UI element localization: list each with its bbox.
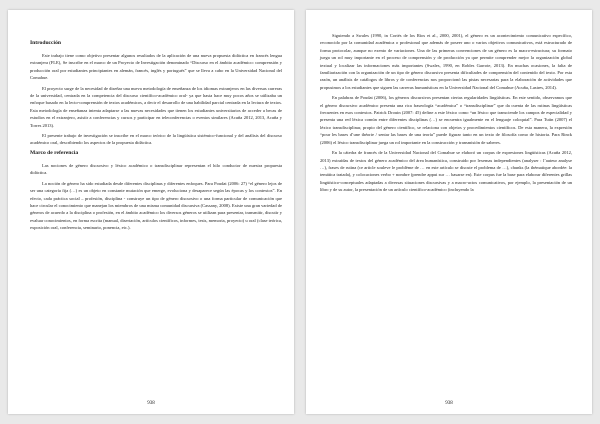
section-heading-marco: Marco de referencia xyxy=(30,149,79,156)
section-heading-introduccion: Introducción xyxy=(30,40,61,46)
page-number: 938 xyxy=(147,401,155,406)
body-paragraph: Siguiendo a Swales (1990, in Cortés de los Ríos et al., 2000, 2001), el género es un acontecimiento comunicativo específico, reconocido por la comunidad académica o profesional que además de poseer uno o varios objetivos comunicativos, está estructurado de forma protocolar, aunque no exento de variaciones. Una de las primeras convenciones de un género es la macro-estructura; su formato juega un rol muy importante en el proceso de comprensión y de producción ya que permite comprender mejor la organización global textual y localizar las informaciones más importantes (Swales, 1990, en Robles Garrote, 2013). En muchas ocasiones, la falta de familiarización con la organización de un tipo de género discursivo presenta dificultades de comprensión del contenido del texto. Por esta razón, un análisis de catálogos de libros y de conferencias nos proporcionó las pistas necesarias para la elaboración de actividades que propusimos a los estudiantes que siguen las carreras humanísticas en la Universidad Nacional del Comahue (Acuña, Lastres, 2014). xyxy=(320,33,572,90)
body-paragraph: El presente trabajo de investigación se inscribe en el marco teórico de la lingüística sistémico-funcional y del análisis del discurso académico oral, describiendo los aspectos de la propuesta didáctica. xyxy=(30,133,282,146)
body-paragraph: Este trabajo tiene como objetivo presentar algunos resultados de la aplicación de una nueva propuesta didáctica en francés lengua extranjera (FLE), Se inscribe en el marco de un Proyecto de Investigación denominado “Discurso en el ámbito académico: comprensión y producción oral por estudiantes principiantes en alemán, francés, inglés y portugués” que se lleva a cabo en la Universidad Nacional del Comahue. xyxy=(30,53,282,81)
body-paragraph: El proyecto surge de la necesidad de diseñar una nueva metodología de enseñanza de los idiomas extranjeros en las diversas carreras de la universidad, centrada en la competencia del discurso científico-académico oral- ya que hasta hace muy pocos años se utilizaba un enfoque basado en la lecto-comprensión de textos académicos, a decir el desarrollo de una habilidad parcial centrada en la lectura de textos. Esta metodología de enseñanza intenta adaptarse a las nuevas necesidades que tienen los estudiantes universitarios de acceder a becas de estudios en el extranjero, asistir a conferencias y cursos y participar en teleconferencias o eventos similares (Acuña 2012, 2013, Acuña y Torres 2013). xyxy=(30,85,282,128)
left-page xyxy=(8,10,294,414)
right-page-content xyxy=(320,32,572,197)
right-page xyxy=(306,10,592,414)
body-paragraph: Las nociones de género discursivo y léxico académico o transdisciplinar representan el hilo conductor de nuestra propuesta didáctica. xyxy=(30,162,282,176)
page-number: 938 xyxy=(445,401,453,406)
body-paragraph: En palabras de Poudat (2006), los géneros discursivos presentan ciertas regularidades lingüísticas. En este sentido, observamos que el género discursivo académico presenta una rica fraseología “académica” o “transdisciplinar” que da cuenta de las rutinas lingüísticas frecuentes en esos contextos. Patrick Drouin (2007: 45) define a este léxico como “un léxico que transciende los campos de especialidad y presenta una red léxica común entre diferentes disciplinas (…) se encuentra igualmente en el lenguaje coloquial”. Para Tutin (2007) el léxico transdisciplinar, propio del género científico, se relaciona con objetos y procedimientos científicos. De esta manera, la expresión “pour les bases d’une théorie / sentar las bases de una teoría” puede figurar tanto en un texto de filosofía como de historia. Para Rinck (2006) el léxico transdisciplinar juega un rol importante en la construcción y transmisión de saberes. xyxy=(320,95,572,145)
body-paragraph: La noción de género ha sido estudiada desde diferentes disciplinas y diferentes enfoques. Para Poudat (2006: 27) “el género lejos de ser una categoría fija (…) es un objeto en constante mutación que emerge, evoluciona y desaparece según las épocas y los contextos”. En efecto, cada práctica social – profesión, disciplina - construye un tipo de género discursivo o una forma particular de comunicación que hace circular el conocimiento que manejan los miembros de una misma comunidad discursiva (Cassany, 2008). Existe una gran variedad de géneros de acuerdo a la disciplina o profesión, en el ámbito académico los diversos géneros se utilizan para presentar, transmitir, discutir y evaluar conocimientos, en forma escrita (manual, disertación, artículos científicos, informes, tesis, memoria, proyecto) u oral (clase teórica, exposición oral, conferencia, seminario, ponencia, etc.). xyxy=(30,180,282,231)
left-page-content xyxy=(30,40,282,235)
body-paragraph: En la cátedra de francés de la Universidad Nacional del Comahue se elaboró un corpus de expresiones lingüísticas (Acuña 2012, 2013) extraídas de textos del género académico del área humanística, construido por lexemas independientes (analyser : l’auteur analyse …), frases de rutina (ce article souleve le problème de … en este artículo se discute el problema de …), chunks (la thématique abordée: la temática tratada), y colocaciones verbo + nombre (prendre appui sur … basarse en). Este corpus fue la base para elaborar diferentes grillas lingüístico-conceptuales adaptadas a diversas situaciones discursivas y a macro-actos comunicativos, por ejemplo, la presentación de un libro y de su autor, la presentación de un artículo científico-académico (incluyendo la xyxy=(320,150,572,193)
